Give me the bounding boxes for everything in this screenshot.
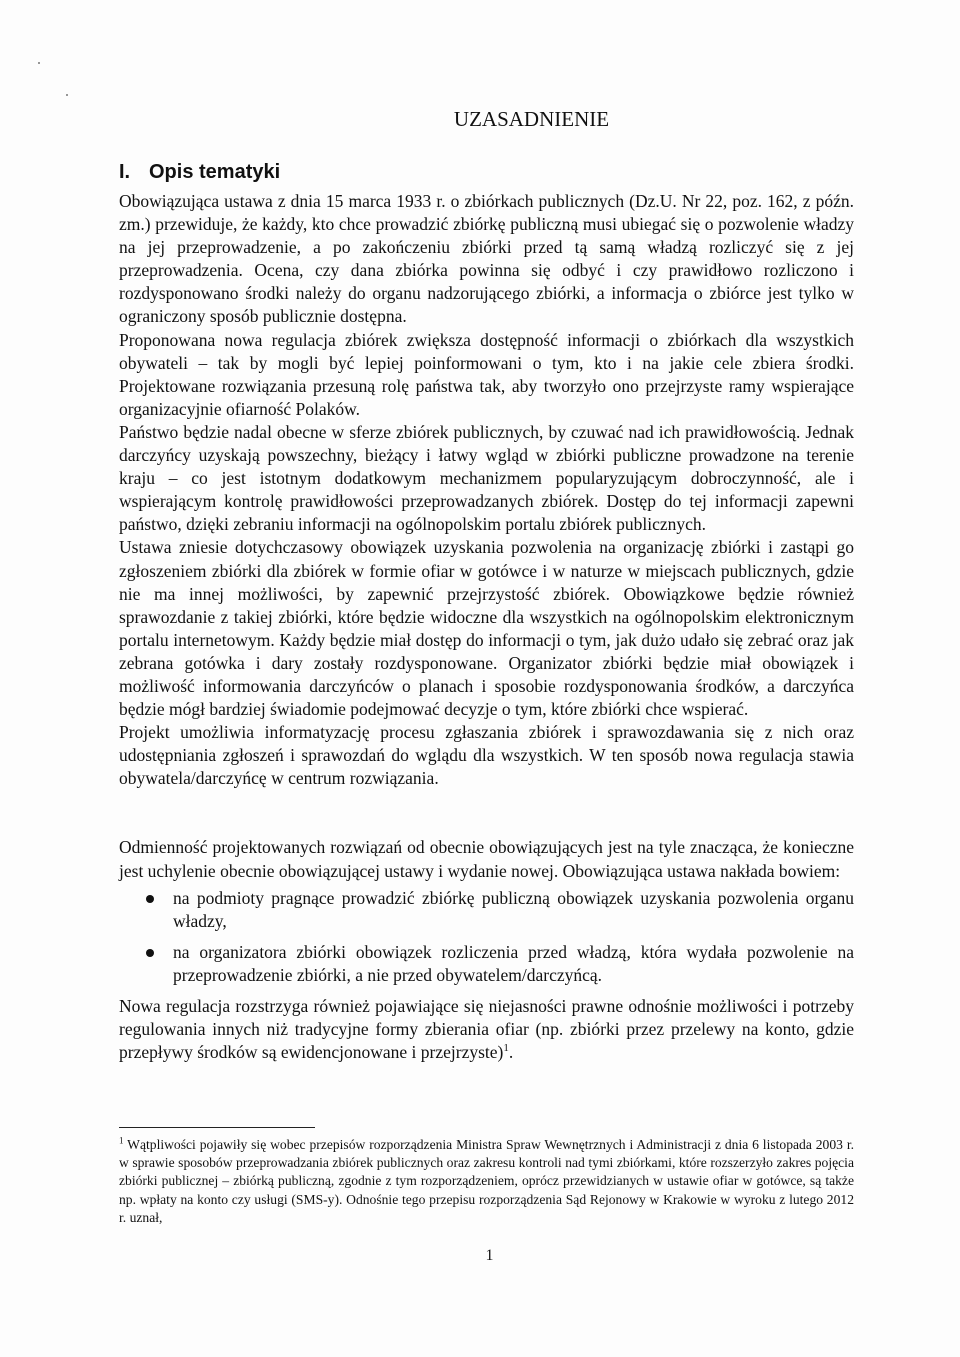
- section-heading: [119, 159, 280, 185]
- paragraph-end: .: [508, 1042, 514, 1063]
- document-body: [119, 190, 854, 1064]
- list-item-text: na organizatora zbiórki obowiązek rozliczenia przed władzą, która wydała pozwolenie na przeprowadzenie zbiórki, a nie przed obywatelem/darczyńcą.: [173, 941, 854, 985]
- section-number: I.: [119, 161, 131, 183]
- paragraph: Państwo będzie nadal obecne w sferze zbiórek publicznych, by czuwać nad ich prawidłowością. Jednak darczyńcy uzyskają powszechny, bieżący i łatwy wgląd w zbiórki publiczne prowadzone na terenie kraju – co jest istotnym dodatkowym mechanizmem popularyzującym dobroczynność, ale i wspierającym kontrolę prawidłowości przeprowadzanych zbiórek. Dostęp do tej informacji zapewni państwo, dzięki zebraniu informacji na ogólnopolskim portalu zbiórek publicznych.: [119, 421, 854, 535]
- footnote-text: Wątpliwości pojawiły się wobec przepisów rozporządzenia Ministra Spraw Wewnętrznych i Administracji z dnia 6 listopada 2003 r. w sprawie sposobów przeprowadzania zbiórek publicznych oraz zakresu kontroli nad tymi zbiórkami, które rozszerzyło zakres pojęcia zbiórki publicznej – zbiórką publiczną, zgodnie z tym rozporządzeniem, oprócz przewidzianych w ustawie ofiar w gotówce, są także np. wpłaty na konto czy usługi (SMS-y). Odnośnie tego przepisu rozporządzenia Sąd Rejonowy w Krakowie w wyroku z lutego 2012 r. uznał,: [119, 1137, 854, 1225]
- list-item-text: na podmioty pragnące prowadzić zbiórkę publiczną obowiązek uzyskania pozwolenia organu władzy,: [173, 887, 854, 931]
- section-title: Opis tematyki: [149, 161, 281, 183]
- bullet-list: [119, 887, 854, 987]
- paragraph: Obowiązująca ustawa z dnia 15 marca 1933 r. o zbiórkach publicznych (Dz.U. Nr 22, poz. 162, z późn. zm.) przewiduje, że każdy, kto chce prowadzić zbiórkę publiczną musi ubiegać się o pozwolenie władzy na jej przeprowadzenie, a po zakończeniu zbiórki przed tą samą władzą rozliczyć się z jej przeprowadzenia. Ocena, czy dana zbiórka powinna się odbyć i czy prawidłowo rozliczono i rozdysponowano środki należy do organu nadzorującego zbiórki, a informacja o zbiórce jest tylko w ograniczony sposób publicznie dostępna.: [119, 191, 854, 327]
- bullet-icon: [146, 895, 154, 903]
- scan-speck: [66, 94, 68, 96]
- list-item: [119, 887, 854, 933]
- footnote-reference[interactable]: 1: [503, 1042, 509, 1055]
- paragraph-text: Nowa regulacja rozstrzyga również pojawiające się niejasności prawne odnośnie możliwości i potrzeby regulowania innych niż tradycyjne formy zbierania ofiar (np. zbiórki przez przelewy na konto, gdzie przepływy środków są ewidencjonowane i przejrzyste): [119, 996, 854, 1063]
- footnote-marker: 1: [119, 1135, 124, 1146]
- page-number: 1: [485, 1247, 494, 1264]
- bullet-icon: [146, 949, 154, 957]
- paragraph: Proponowana nowa regulacja zbiórek zwiększa dostępność informacji o zbiórkach dla wszystkich obywateli – tak by mogli być lepiej poinformowani o tym, kto i na jakie cele zbiera środki. Projektowane rozwiązania przesuną rolę państwa tak, aby tworzyło ono przejrzyste ramy wspierające organizacyjnie ofiarność Polaków.: [119, 329, 854, 419]
- document-title: UZASADNIENIE: [453, 107, 610, 131]
- paragraph: [119, 995, 854, 1064]
- paragraph: Projekt umożliwia informatyzację procesu zgłaszania zbiórek i sprawozdawania się z nich oraz udostępniania zgłoszeń i sprawozdań do wglądu dla wszystkich. W ten sposób nowa regulacja stawia obywatela/darczyńcę w centrum rozwiązania.: [119, 722, 854, 789]
- document-page: [119, 0, 854, 1357]
- list-item: [119, 941, 854, 987]
- footnote: [119, 1136, 854, 1227]
- footnote-divider: [119, 1127, 315, 1128]
- paragraph: Odmienność projektowanych rozwiązań od obecnie obowiązujących jest na tyle znacząca, że konieczne jest uchylenie obecnie obowiązującej ustawy i wydanie nowej. Obowiązująca ustawa nakłada bowiem:: [119, 837, 854, 881]
- paragraph: Ustawa zniesie dotychczasowy obowiązek uzyskania pozwolenia na organizację zbiórki i zastąpi go zgłoszeniem zbiórki dla zbiórek w formie ofiar w gotówce i w naturze w miejscach publicznych, gdzie nie ma innej możliwości, by zapewnić przejrzystość zbiórek. Obowiązkowe będzie również sprawozdanie z takiej zbiórki, które będzie widoczne dla wszystkich na ogólnopolskim elektronicznym portalu internetowym. Każdy będzie miał dostęp do informacji o tym, jak dużo udało się zebrać oraz jak zebrana gotówka i dary zostały rozdysponowane. Organizator zbiórki będzie miał obowiązek i możliwość informowania darczyńców o planach i sposobie rozdysponowania środków, a darczyńca będzie mógł bardziej świadomie podejmować decyzje o tym, które zbiórki chce wspierać.: [119, 537, 854, 720]
- scan-speck: [38, 62, 40, 64]
